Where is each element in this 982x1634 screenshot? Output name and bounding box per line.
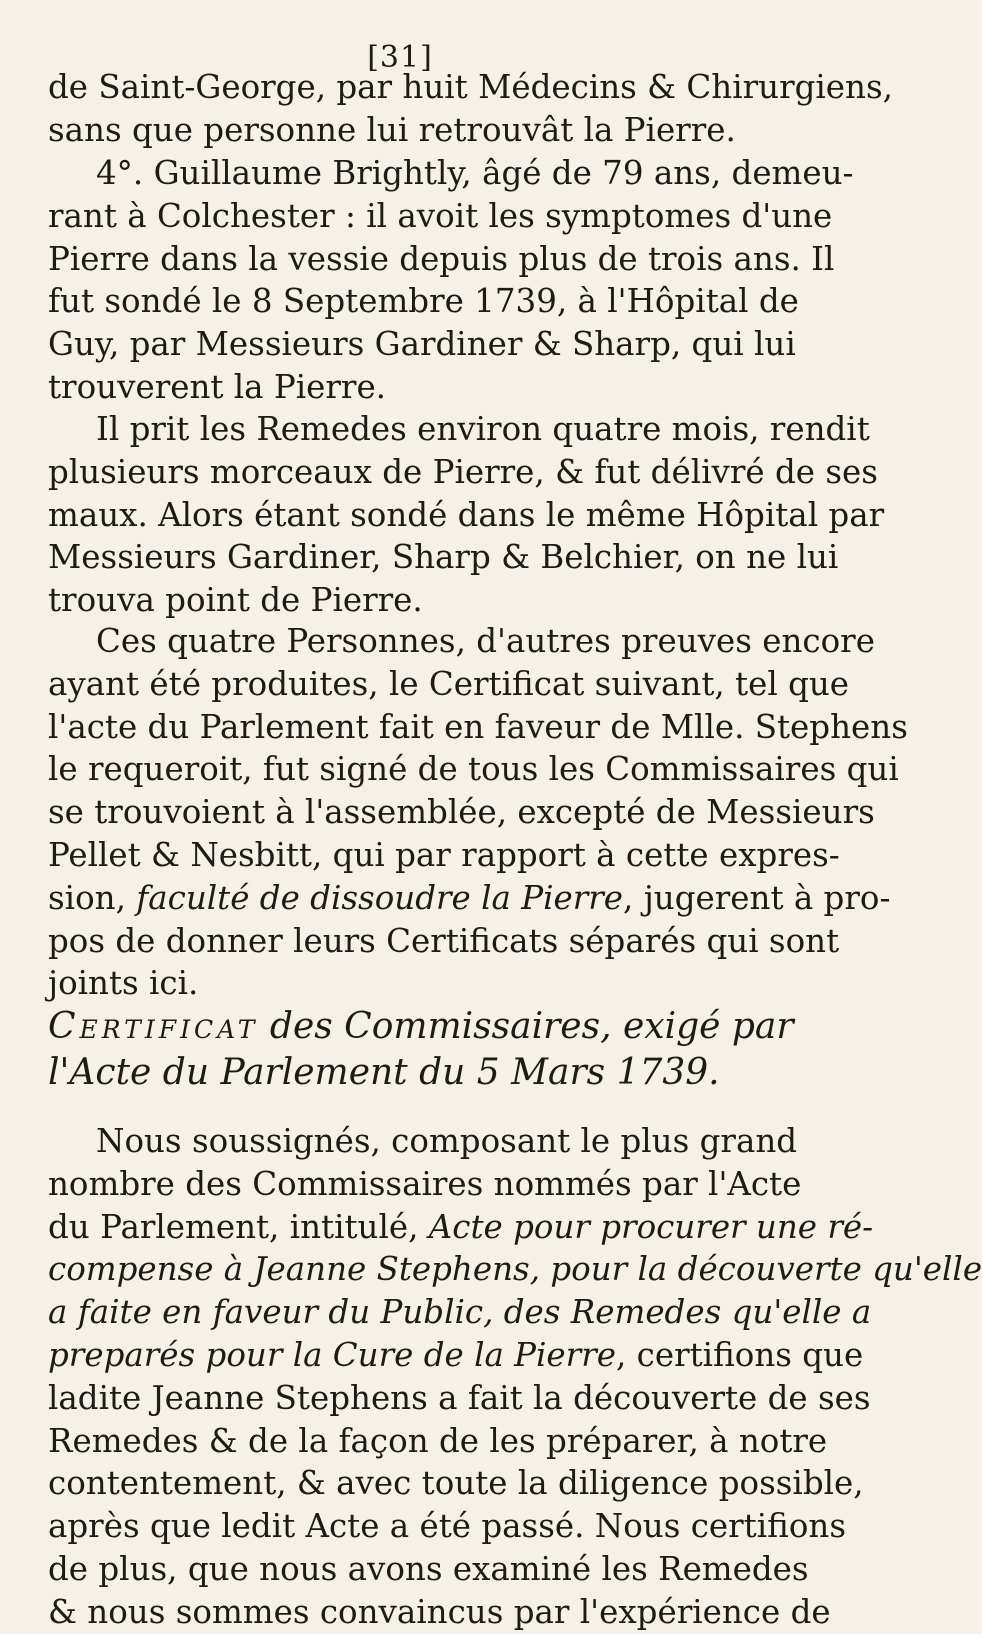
text-line xyxy=(48,1248,982,1291)
text-line: fut sondé le 8 Septembre 1739, à l'Hôpital de xyxy=(48,282,799,321)
italic-phrase: Acte pour procurer une ré- xyxy=(428,1207,874,1246)
text-run: , certifions que xyxy=(615,1335,864,1374)
text-line: l'acte du Parlement fait en faveur de Mlle. Stephens xyxy=(48,707,908,746)
heading-line: l'Acte du Parlement du 5 Mars 1739. xyxy=(48,1052,720,1093)
text-line: ayant été produites, le Certificat suivant, tel que xyxy=(48,664,850,703)
text-line: ladite Jeanne Stephens a fait la découverte de ses xyxy=(48,1378,871,1417)
text-line: Remedes & de la façon de les préparer, à notre xyxy=(48,1421,828,1460)
text-line: Guy, par Messieurs Gardiner & Sharp, qui lui xyxy=(48,325,796,364)
certificate-body xyxy=(48,1120,982,1634)
text-line: se trouvoient à l'assemblée, excepté de Messieurs xyxy=(48,793,875,832)
paragraph-remedies xyxy=(48,408,885,622)
text-run: sion, xyxy=(48,878,137,917)
text-line: rant à Colchester : il avoit les symptomes d'une xyxy=(48,196,833,235)
text-line: joints ici. xyxy=(48,964,199,1003)
text-line: Nous soussignés, composant le plus grand xyxy=(96,1122,798,1160)
text-line: plusieurs morceaux de Pierre, & fut délivré de ses xyxy=(48,452,878,491)
italic-phrase: a faite en faveur du Public, des Remedes qu'elle a xyxy=(48,1293,872,1332)
text-line xyxy=(48,877,891,920)
text-line: Messieurs Gardiner, Sharp & Belchier, on ne lui xyxy=(48,538,839,577)
paragraph-certificate-intro xyxy=(48,620,908,1005)
paragraph-case-4 xyxy=(48,152,854,409)
italic-phrase: compense à Jeanne Stephens, pour la découverte qu'elle xyxy=(48,1250,982,1289)
text-line: 4°. Guillaume Brightly, âgé de 79 ans, demeu- xyxy=(96,154,854,192)
text-run: du Parlement, intitulé, xyxy=(48,1207,429,1246)
heading-line xyxy=(48,1004,794,1050)
italic-phrase: preparés pour la Cure de la Pierre xyxy=(48,1335,616,1374)
text-line: & nous sommes convaincus par l'expérience de xyxy=(48,1592,831,1631)
text-line: Il prit les Remedes environ quatre mois, rendit xyxy=(96,410,870,448)
text-run: , jugerent à pro- xyxy=(623,878,891,917)
paragraph-continuation xyxy=(48,66,893,152)
text-line: trouva point de Pierre. xyxy=(48,581,423,620)
heading-word-certificat: Certificat xyxy=(48,1006,259,1047)
text-line: contentement, & avec toute la diligence possible, xyxy=(48,1464,864,1503)
text-line: après que ledit Acte a été passé. Nous certifions xyxy=(48,1507,846,1546)
text-line: Ces quatre Personnes, d'autres preuves encore xyxy=(96,622,875,660)
text-line: de plus, que nous avons examiné les Remedes xyxy=(48,1549,809,1588)
text-line: sans que personne lui retrouvât la Pierre. xyxy=(48,110,736,149)
text-line: trouverent la Pierre. xyxy=(48,367,387,406)
text-line xyxy=(48,1206,874,1249)
text-line xyxy=(48,1291,872,1334)
text-line: nombre des Commissaires nommés par l'Acte xyxy=(48,1164,802,1203)
text-line: maux. Alors étant sondé dans le même Hôpital par xyxy=(48,495,885,534)
heading-rest: des Commissaires, exigé par xyxy=(258,1006,794,1047)
text-line: Pellet & Nesbitt, qui par rapport à cette expres- xyxy=(48,835,840,874)
text-line: le requeroit, fut signé de tous les Commissaires qui xyxy=(48,750,899,789)
certificate-heading xyxy=(48,1004,794,1096)
text-line: Pierre dans la vessie depuis plus de trois ans. Il xyxy=(48,239,835,278)
text-line: pos de donner leurs Certificats séparés qui sont xyxy=(48,921,840,960)
text-line xyxy=(48,1334,864,1377)
page-number: [31] xyxy=(367,40,433,75)
italic-phrase: faculté de dissoudre la Pierre xyxy=(136,878,624,917)
text-line: de Saint-George, par huit Médecins & Chirurgiens, xyxy=(48,68,893,106)
